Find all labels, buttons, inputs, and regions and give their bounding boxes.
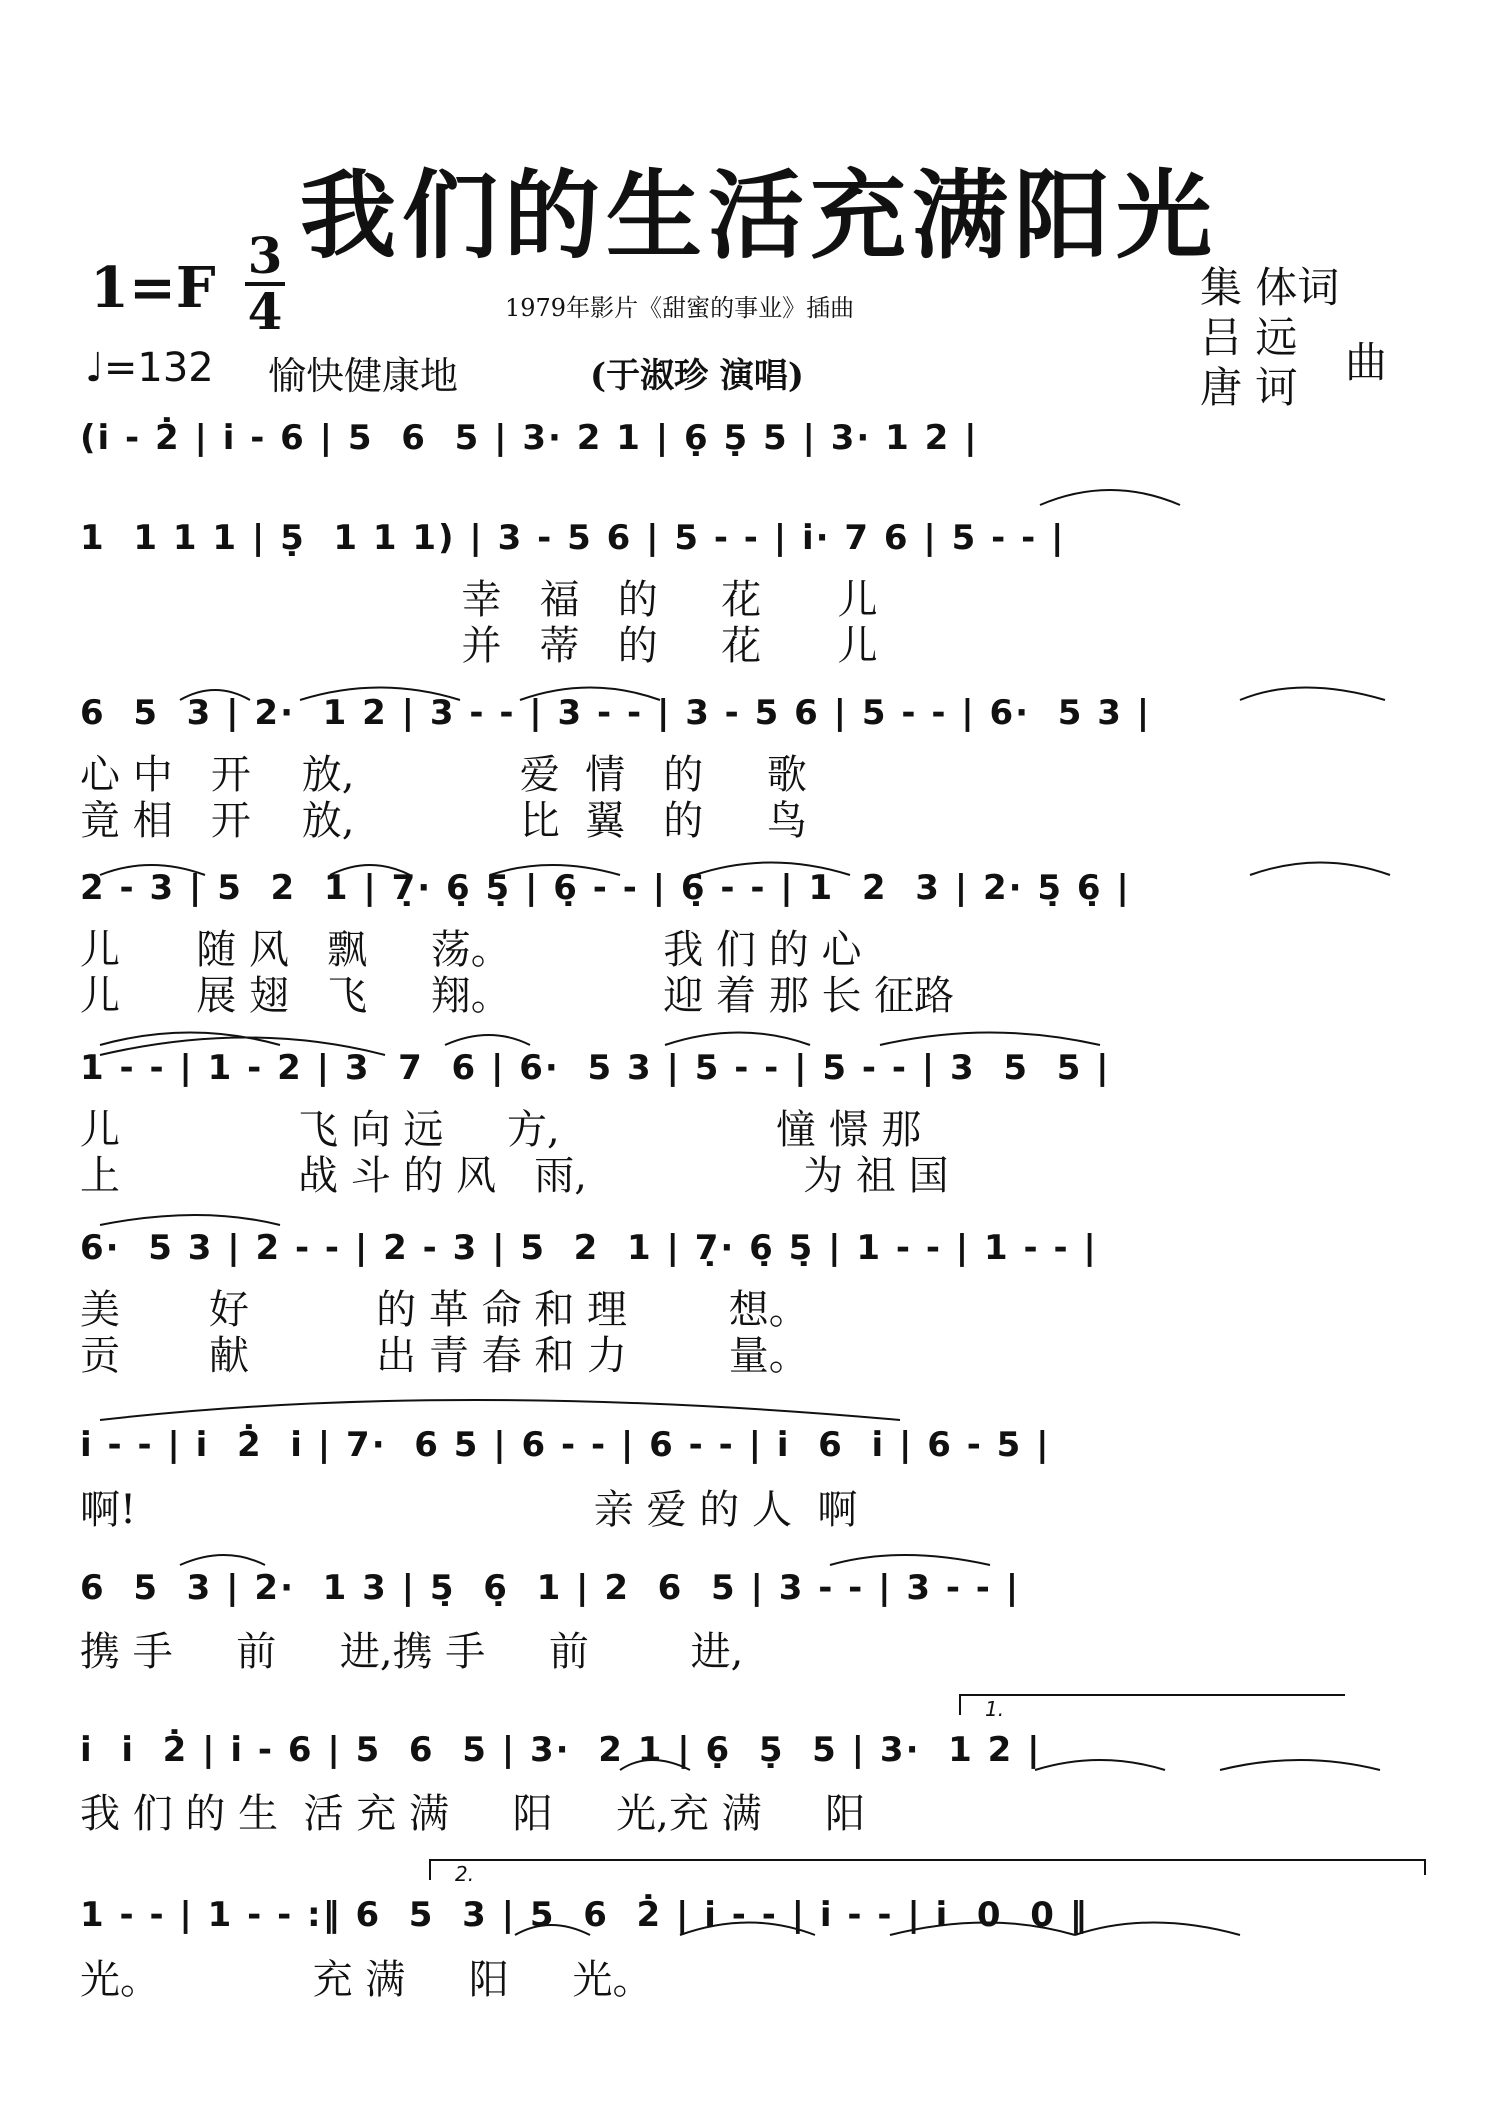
composer-credit-1: 吕 远 (1200, 313, 1298, 362)
lyric-line-8: 携 手 前 进,携 手 前 进, (80, 1629, 744, 1675)
lyric-line-3-verse-2: 竟 相 开 放, 比 翼 的 鸟 (80, 798, 807, 844)
lyric-line-6-verse-2: 贡 献 出 青 春 和 力 量。 (80, 1333, 809, 1379)
notation-line-5: 1 - - | 1 - 2 | 3 7 6 | 6· 5 3 | 5 - - | 5 - - | 3 5 5 | (80, 1048, 1111, 1088)
notation-line-3: 6 5 3 | 2· 1 2 | 3 - - | 3 - - | 3 - 5 6 | 5 - - | 6· 5 3 | (80, 693, 1152, 733)
volta-1-bracket (960, 1695, 1345, 1715)
notation-line-9: i̇ i̇ 2̇ | i̇ - 6 | 5 6 5 | 3· 2 1 | 6̣ 5̣ 5 | 3· 1 2 | (80, 1730, 1042, 1770)
lyric-line-4-verse-2: 儿 展 翅 飞 翔。 迎 着 那 长 征路 (80, 973, 955, 1019)
notation-line-10: 1 - - | 1 - - :‖ 6 5 3 | 5 6 2̇ | i̇ - - | i̇ - - | i̇ 0 0 ‖ (80, 1895, 1089, 1935)
notation-line-1: (i̇ - 2̇ | i̇ - 6 | 5 6 5 | 3· 2 1 | 6̣ 5̣ 5 | 3· 1 2 | (80, 418, 979, 458)
notation-line-6: 6· 5 3 | 2 - - | 2 - 3 | 5 2 1 | 7̣· 6̣ 5̣ | 1 - - | 1 - - | (80, 1228, 1098, 1268)
lyric-line-9: 我 们 的 生 活 充 满 阳 光,充 满 阳 (80, 1791, 866, 1837)
tempo-marking: ♩=132 (85, 345, 214, 391)
song-subtitle: 1979年影片《甜蜜的事业》插曲 (505, 294, 855, 322)
volta-1-label: 1. (985, 1697, 1005, 1721)
lyric-line-6-verse-1: 美 好 的 革 命 和 理 想。 (80, 1287, 809, 1333)
key-signature: 1=F (90, 255, 216, 321)
lyric-line-2-verse-1: 幸 福 的 花 儿 (80, 577, 878, 623)
composer-credit-2: 唐 诃 (1200, 363, 1298, 412)
meter-bottom: 4 (247, 282, 283, 341)
meter-top: 3 (247, 226, 283, 285)
song-title: 我们的生活充满阳光 (300, 159, 1218, 272)
lyric-line-5-verse-2: 上 战 斗 的 风 雨, 为 祖 国 (80, 1153, 949, 1199)
lyricist-credit: 集 体词 (1200, 263, 1340, 312)
notation-line-7: i̇ - - | i̇ 2̇ i̇ | 7· 6 5 | 6 - - | 6 - - | i̇ 6 i̇ | 6 - 5 | (80, 1425, 1051, 1465)
volta-2-bracket (430, 1860, 1425, 1880)
notation-line-8: 6 5 3 | 2· 1 3 | 5̣ 6̣ 1 | 2 6 5 | 3 - - | 3 - - | (80, 1568, 1021, 1608)
lyric-line-7: 啊! 亲 爱 的 人 啊 (80, 1487, 858, 1533)
notation-line-2: 1 1 1 1 | 5̣ 1 1 1) | 3 - 5 6 | 5 - - | i̇· 7 6 | 5 - - | (80, 518, 1066, 558)
composer-suffix: 曲 (1345, 338, 1388, 387)
time-signature (245, 226, 285, 341)
volta-2-label: 2. (455, 1862, 475, 1886)
lyric-line-4-verse-1: 儿 随 风 飘 荡。 我 们 的 心 (80, 927, 862, 973)
expression-marking: 愉快健康地 (268, 354, 459, 398)
singer-credit: (于淑珍 演唱) (590, 356, 805, 396)
lyric-line-10: 光。 充 满 阳 光。 (80, 1957, 653, 2003)
lyric-line-2-verse-2: 并 蒂 的 花 儿 (80, 623, 878, 669)
lyric-line-3-verse-1: 心 中 开 放, 爱 情 的 歌 (80, 752, 807, 798)
notation-line-4: 2 - 3 | 5 2 1 | 7̣· 6̣ 5̣ | 6̣ - - | 6̣ - - | 1 2 3 | 2· 5̣ 6̣ | (80, 868, 1131, 908)
lyric-line-5-verse-1: 儿 飞 向 远 方, 憧 憬 那 (80, 1107, 922, 1153)
